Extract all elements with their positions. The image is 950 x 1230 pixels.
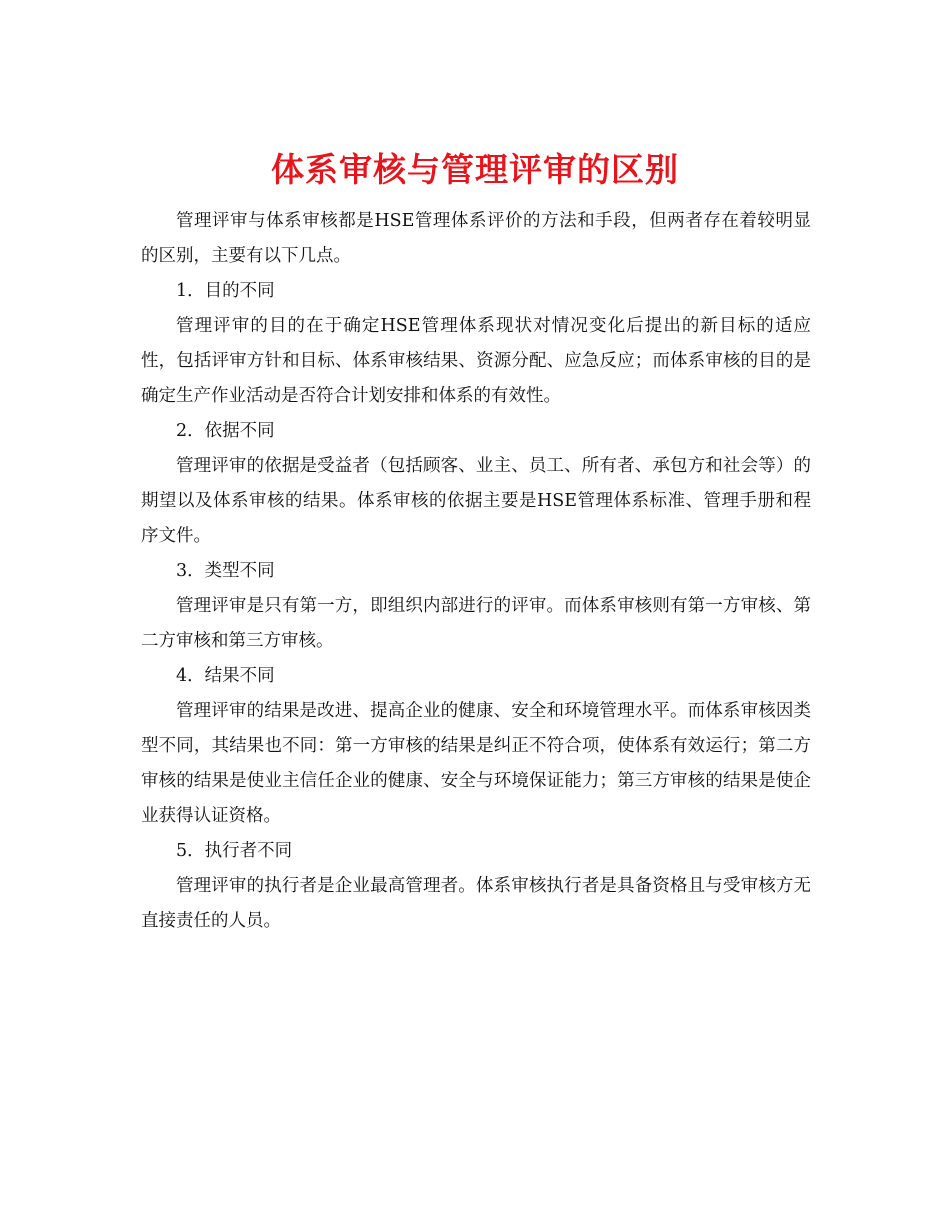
section-heading-basis: 2．依据不同 bbox=[176, 421, 275, 441]
section-heading-type: 3．类型不同 bbox=[176, 561, 275, 581]
section-text-basis: 管理评审的依据是受益者（包括顾客、业主、员工、所有者、承包方和社会等）的期望以及体系审核的结果。体系审核的依据主要是HSE管理体系标准、管理手册和程序文件。 bbox=[141, 456, 811, 546]
section-heading-executor: 5．执行者不同 bbox=[176, 841, 293, 861]
intro-paragraph: 管理评审与体系审核都是HSE管理体系评价的方法和手段，但两者存在着较明显的区别，主要有以下几点。 bbox=[141, 211, 811, 266]
section-text-type: 管理评审是只有第一方，即组织内部进行的评审。而体系审核则有第一方审核、第二方审核和第三方审核。 bbox=[141, 596, 811, 651]
document-body bbox=[141, 204, 811, 939]
section-text-result: 管理评审的结果是改进、提高企业的健康、安全和环境管理水平。而体系审核因类型不同，其结果也不同：第一方审核的结果是纠正不符合项，使体系有效运行；第二方审核的结果是使业主信任企业的健康、安全与环境保证能力；第三方审核的结果是使企业获得认证资格。 bbox=[141, 701, 811, 826]
document-title: 体系审核与管理评审的区别 bbox=[271, 150, 679, 190]
section-heading-purpose: 1．目的不同 bbox=[176, 281, 275, 301]
section-heading-result: 4．结果不同 bbox=[176, 666, 275, 686]
section-text-purpose: 管理评审的目的在于确定HSE管理体系现状对情况变化后提出的新目标的适应性，包括评审方针和目标、体系审核结果、资源分配、应急反应；而体系审核的目的是确定生产作业活动是否符合计划安排和体系的有效性。 bbox=[141, 316, 811, 406]
section-text-executor: 管理评审的执行者是企业最高管理者。体系审核执行者是具备资格且与受审核方无直接责任的人员。 bbox=[141, 876, 811, 931]
